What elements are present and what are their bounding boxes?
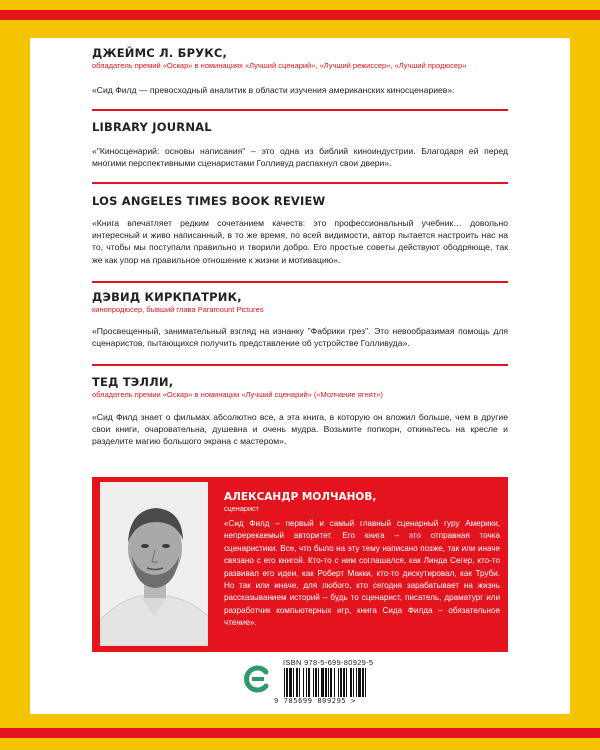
- left-border: [0, 38, 30, 714]
- barcode-digits: 9 785699 809295 >: [274, 697, 404, 705]
- reviewer-name: ДЭВИД КИРКПАТРИК,: [92, 290, 242, 304]
- review-brooks: [92, 46, 508, 96]
- right-border: [570, 38, 600, 714]
- reviewer-credentials: обладатель премий «Оскар» в номинациях «Лучший сценарий», «Лучший режиссер», «Лучший продюсер»: [92, 61, 467, 70]
- reviewer-name: LOS ANGELES TIMES BOOK REVIEW: [92, 194, 326, 208]
- bottom-border-band: [0, 714, 600, 750]
- reviewer-name: ТЕД ТЭЛЛИ,: [92, 375, 174, 389]
- featured-reviewer-role: сценарист: [224, 504, 260, 513]
- section-divider: [92, 109, 508, 111]
- top-border-band: [0, 0, 600, 38]
- section-divider: [92, 182, 508, 184]
- reviewer-credentials: обладатель премии «Оскар» в номинации «Лучший сценарий» («Молчание ягнят»): [92, 390, 383, 399]
- section-divider: [92, 364, 508, 366]
- review-la-times: [92, 194, 508, 266]
- author-photo: [100, 482, 208, 646]
- featured-reviewer-name: АЛЕКСАНДР МОЛЧАНОВ,: [224, 491, 377, 503]
- bottom-red-stripe: [0, 728, 600, 738]
- isbn-text: ISBN 978-5-699-80929-5: [283, 658, 374, 667]
- reviewer-credentials: кинопродюсер, бывший глава Paramount Pictures: [92, 305, 264, 314]
- featured-review-quote: «Сид Филд – первый и самый главный сценарный гуру Америки, непререкаемый авторитет. Его книга – это отправная точка сценаристики. Все, что было на эту тему написано позже, так или иначе связано с его книгой. Кто-то с ним соглашался, как Линда Сегер, кто-то развивал его идеи, как Роберт Макки, кто-то дискутировал, как Труби. Но так или иначе, для любого, кто сегодня зарабатывает на жизнь рассказыванием историй – будь то сценарист, писатель, драматург или разработчик компьютерных игр, книга Сида Филда – обязательное чтение».: [224, 519, 500, 628]
- portrait-illustration: [100, 482, 208, 646]
- review-quote: «Книга впечатляет редким сочетанием качеств: это профессиональный учебник… довольно интересный и живо написанный, в то же время, по всей видимости, автор пытается настроить нас на то, чтобы мы поступали правильно и творили добро. Его простые советы действуют ободряюще, так же как упор на правильное отношение к жизни и мотивацию».: [92, 218, 508, 265]
- review-quote: «"Киносценарий: основы написания" – это одна из библий киноиндустрии. Благодаря ей перед многими перспективными сценаристами Голливуд распахнул свои двери».: [92, 146, 508, 169]
- review-tally: [92, 375, 508, 448]
- top-red-stripe: [0, 10, 600, 20]
- review-quote: «Сид Филд знает о фильмах абсолютно все, а эта книга, в которую он вложил больше, чем в другие свои книги, очаровательна, душевна и очень мудра. Возьмите попкорн, откиньтесь на кресле и разделите магию большого экрана с мастером».: [92, 412, 508, 447]
- review-quote: «Просвещенный, занимательный взгляд на изнанку "Фабрики грез". Это невообразимая помощь для сценаристов, пытающихся получить представление об устройстве Голливуда».: [92, 326, 508, 349]
- eksmo-logo-icon: [244, 664, 270, 694]
- review-quote: «Сид Филд — превосходный аналитик в области изучения американских киносценариев».: [92, 85, 455, 95]
- review-library-journal: [92, 120, 508, 169]
- review-kirkpatrick: [92, 290, 508, 349]
- section-divider: [92, 281, 508, 283]
- reviewer-name: LIBRARY JOURNAL: [92, 120, 212, 134]
- reviewer-name: ДЖЕЙМС Л. БРУКС,: [92, 46, 228, 60]
